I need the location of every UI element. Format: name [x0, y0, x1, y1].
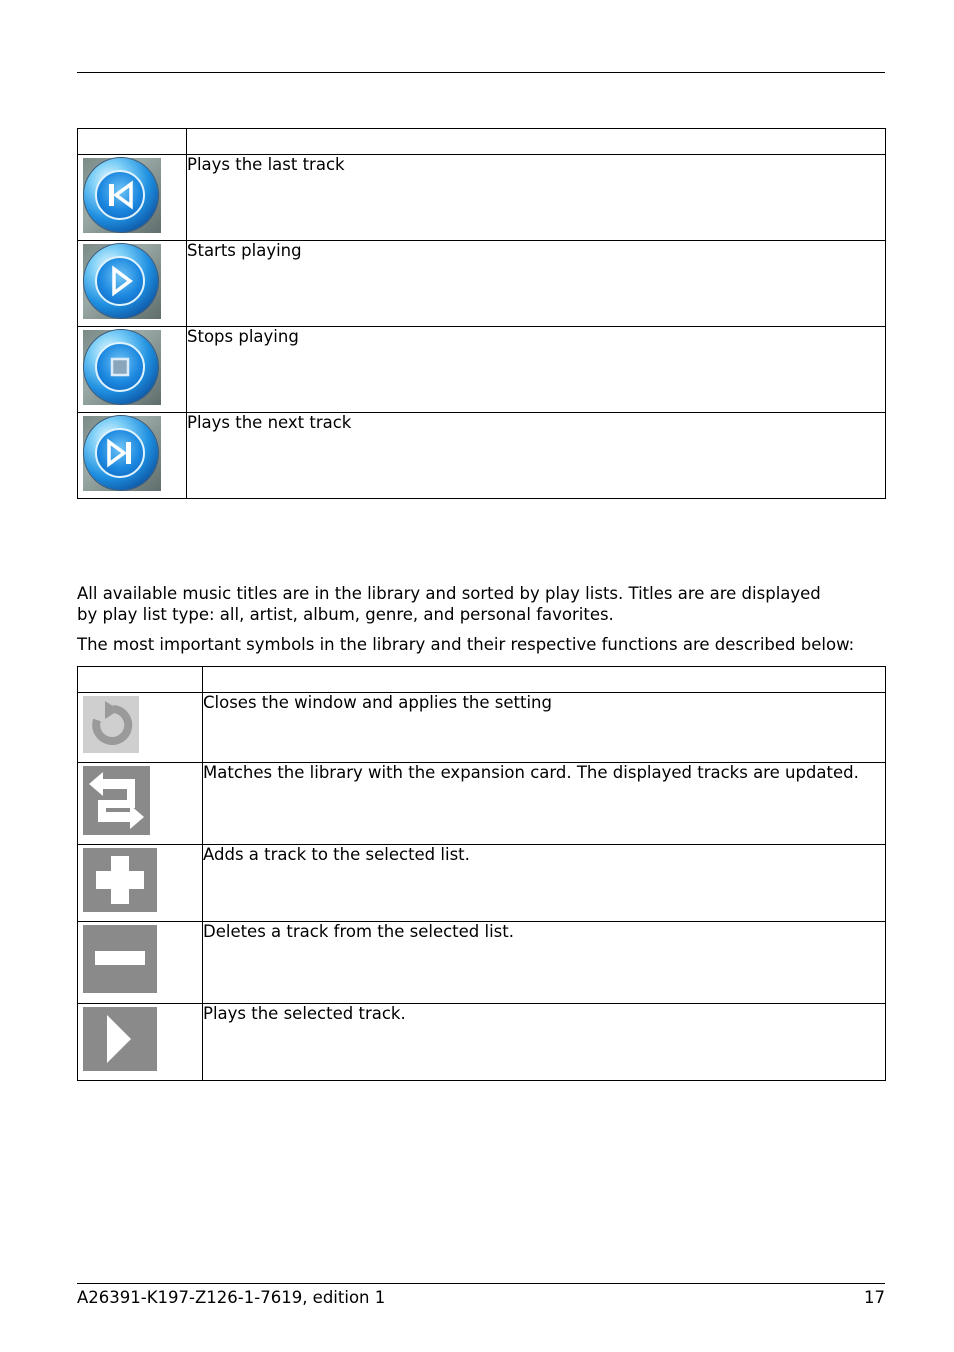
table-row — [78, 922, 886, 1004]
undo-arrow-icon — [83, 696, 139, 753]
row-description: Deletes a track from the selected list. — [203, 922, 886, 1004]
row-description: Plays the next track — [187, 413, 886, 499]
stop-icon — [83, 330, 161, 405]
table-row — [78, 413, 886, 499]
table-row — [78, 1004, 886, 1081]
row-description: Plays the last track — [187, 155, 886, 241]
intro-line: by play list type: all, artist, album, genre, and personal favorites. — [77, 605, 614, 624]
player-controls-table — [77, 128, 886, 499]
table-row — [78, 845, 886, 922]
table-row — [78, 241, 886, 327]
row-description: Starts playing — [187, 241, 886, 327]
play-triangle-icon — [83, 1007, 157, 1071]
table-row — [78, 693, 886, 763]
row-description: Adds a track to the selected list. — [203, 845, 886, 922]
row-description: Closes the window and applies the setting — [203, 693, 886, 763]
table-header-row — [78, 667, 886, 693]
header-rule — [77, 72, 885, 73]
library-intro — [77, 583, 885, 655]
row-description: Plays the selected track. — [203, 1004, 886, 1081]
footer-doc-id: A26391-K197-Z126-1-7619, edition 1 — [77, 1288, 386, 1307]
table-row — [78, 763, 886, 845]
row-description: Stops playing — [187, 327, 886, 413]
footer-rule — [77, 1283, 885, 1284]
header-symbol-cell — [78, 129, 187, 155]
header-function-cell — [203, 667, 886, 693]
table-header-row — [78, 129, 886, 155]
table-row — [78, 155, 886, 241]
header-symbol-cell — [78, 667, 203, 693]
play-icon — [83, 244, 161, 319]
plus-icon — [83, 848, 157, 912]
footer-page-number: 17 — [864, 1288, 885, 1307]
previous-track-icon — [83, 158, 161, 233]
next-track-icon — [83, 416, 161, 491]
minus-icon — [83, 925, 157, 993]
row-description: Matches the library with the expansion card. The displayed tracks are updated. — [203, 763, 886, 845]
table-row — [78, 327, 886, 413]
header-function-cell — [187, 129, 886, 155]
intro-line: The most important symbols in the library and their respective functions are described below: — [77, 635, 855, 654]
library-symbols-table — [77, 666, 886, 1081]
sync-arrows-icon — [83, 766, 150, 835]
intro-line: All available music titles are in the library and sorted by play lists. Titles are are displayed — [77, 584, 821, 603]
